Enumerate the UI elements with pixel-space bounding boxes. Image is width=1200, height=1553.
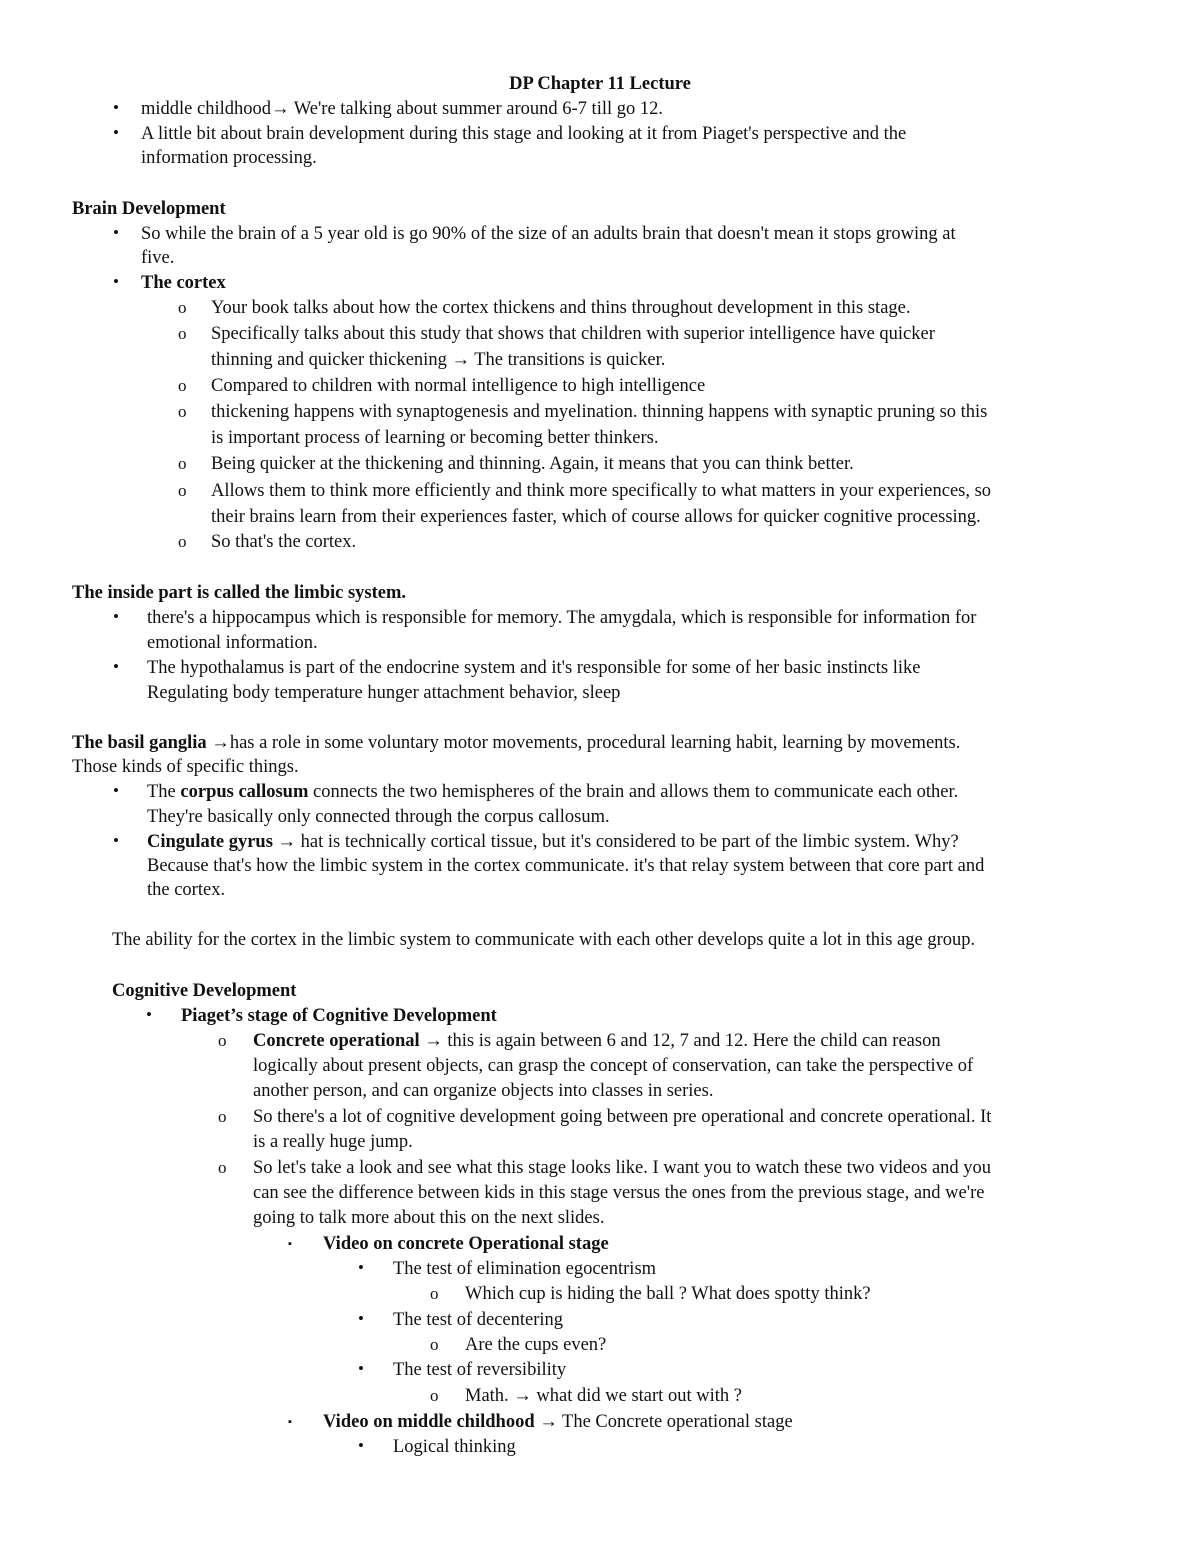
test-egocentrism-detail: Which cup is hiding the ball ? What does spotty think? [465,1284,871,1304]
bullet-marker: • [113,223,119,242]
limbic-heading: The inside part is called the limbic system. [72,583,407,603]
bullet-marker: • [358,1258,364,1277]
bullet-marker: • [113,781,119,800]
corpus-callosum-cont: They're basically only connected through the corpus callosum. [147,807,610,827]
cognitive-point-2: So there's a lot of cognitive development going between pre operational and concrete operational. It [253,1107,992,1127]
square-marker: ▪ [288,1238,292,1250]
brain-development-heading: Brain Development [72,199,226,219]
cortex-point-2-cont: thinning and quicker thickening → The transitions is quicker. [211,350,666,370]
limbic-bullet-1: there's a hippocampus which is responsible for memory. The amygdala, which is responsible for information for [147,608,977,628]
circle-marker: o [218,1107,227,1126]
circle-marker: o [178,454,187,473]
logical-thinking: Logical thinking [393,1437,516,1457]
circle-marker: o [178,402,187,421]
concrete-operational-cont-2: another person, and can organize objects into classes in series. [253,1081,714,1101]
cognitive-point-3-cont-2: going to talk more about this on the next slides. [253,1208,605,1228]
test-decentering: The test of decentering [393,1310,564,1330]
cingulate-gyrus-cont-1: Because that's how the limbic system in the cortex communicate. it's that relay system between that core part and [147,856,985,876]
circle-marker: o [178,324,187,343]
basal-ganglia-cont: Those kinds of specific things. [72,757,299,777]
test-reversibility: The test of reversibility [393,1360,567,1380]
cortex-point-5: Being quicker at the thickening and thinning. Again, it means that you can think better. [211,454,854,474]
concrete-operational-term: Concrete operational [253,1031,420,1051]
bullet-marker: • [113,607,119,626]
intro-bullet-1: middle childhood→ We're talking about summer around 6-7 till go 12. [141,99,663,119]
limbic-bullet-2: The hypothalamus is part of the endocrine system and it's responsible for some of her basic instincts like [147,658,921,678]
ability-paragraph: The ability for the cortex in the limbic system to communicate with each other develops quite a lot in this age group. [112,930,976,950]
bullet-marker: • [358,1309,364,1328]
square-marker: ▪ [288,1416,292,1428]
circle-marker: o [430,1386,439,1405]
test-decentering-detail: Are the cups even? [465,1335,607,1355]
concrete-operational-point [253,1029,941,1053]
basal-ganglia-term: The basil ganglia → [72,733,230,753]
corpus-callosum-bullet [147,780,958,804]
circle-marker: o [218,1158,227,1177]
cognitive-point-2-cont: is a really huge jump. [253,1132,413,1152]
cognitive-point-3: So let's take a look and see what this stage looks like. I want you to watch these two videos and you [253,1158,992,1178]
cortex-point-1: Your book talks about how the cortex thickens and thins throughout development in this stage. [211,298,911,318]
cognitive-development-heading: Cognitive Development [112,981,297,1001]
circle-marker: o [178,298,187,317]
cingulate-gyrus-text: → hat is technically cortical tissue, but it's considered to be part of the limbic system. Why? [272,832,959,852]
intro-bullet-2: A little bit about brain development during this stage and looking at it from Piaget's perspective and the [141,124,907,144]
cognitive-point-3-cont-1: can see the difference between kids in this stage versus the ones from the previous stage, and we're [253,1183,985,1203]
basal-ganglia-paragraph [72,731,960,755]
concrete-operational-cont-1: logically about present objects, can grasp the concept of conservation, can take the perspective of [253,1056,974,1076]
circle-marker: o [430,1335,439,1354]
test-reversibility-detail: Math. → what did we start out with ? [465,1386,742,1406]
video-middle-childhood-term: Video on middle childhood [323,1412,535,1432]
cortex-point-3: Compared to children with normal intelligence to high intelligence [211,376,706,396]
corpus-callosum-term: corpus callosum [180,782,309,802]
video-middle-childhood-text: → The Concrete operational stage [534,1412,793,1432]
limbic-bullet-2-cont: Regulating body temperature hunger attachment behavior, sleep [147,683,621,703]
corpus-callosum-text: connects the two hemispheres of the brain and allows them to communicate each other. [308,782,959,802]
cortex-point-4: thickening happens with synaptogenesis and myelination. thinning happens with synaptic pruning so this [211,402,988,422]
circle-marker: o [218,1031,227,1050]
circle-marker: o [178,376,187,395]
bullet-marker: • [113,831,119,850]
bullet-marker: • [358,1359,364,1378]
circle-marker: o [430,1284,439,1303]
corpus-callosum-prefix: The [147,782,181,802]
bullet-marker: • [113,123,119,142]
bullet-marker: • [113,272,119,291]
cingulate-gyrus-bullet [147,830,959,854]
video-middle-childhood [323,1410,793,1434]
brain-bullet-1: So while the brain of a 5 year old is go 90% of the size of an adults brain that doesn't mean it stops growing at [141,224,956,244]
bullet-marker: • [146,1005,152,1024]
limbic-bullet-1-cont: emotional information. [147,633,318,653]
circle-marker: o [178,481,187,500]
video-concrete-operational: Video on concrete Operational stage [323,1234,609,1254]
cortex-heading: The cortex [141,273,226,293]
cortex-point-7: So that's the cortex. [211,532,357,552]
page-title: DP Chapter 11 Lecture [509,74,691,94]
cortex-point-4-cont: is important process of learning or becoming better thinkers. [211,428,659,448]
brain-bullet-1-cont: five. [141,248,175,268]
test-egocentrism: The test of elimination egocentrism [393,1259,657,1279]
bullet-marker: • [113,657,119,676]
bullet-marker: • [358,1436,364,1455]
bullet-marker: • [113,98,119,117]
piaget-stage-heading: Piaget’s stage of Cognitive Development [181,1006,497,1026]
intro-bullet-2-cont: information processing. [141,148,317,168]
circle-marker: o [178,532,187,551]
cortex-point-2: Specifically talks about this study that shows that children with superior intelligence have quicker [211,324,935,344]
cingulate-gyrus-cont-2: the cortex. [147,880,226,900]
cortex-point-6: Allows them to think more efficiently and think more specifically to what matters in your experiences, so [211,481,992,501]
basal-ganglia-text: has a role in some voluntary motor movements, procedural learning habit, learning by movements. [229,733,961,753]
cingulate-gyrus-term: Cingulate gyrus [147,832,273,852]
concrete-operational-text: → this is again between 6 and 12, 7 and 12. Here the child can reason [419,1031,941,1051]
cortex-point-6-cont: their brains learn from their experiences faster, which of course allows for quicker cognitive processing. [211,507,981,527]
